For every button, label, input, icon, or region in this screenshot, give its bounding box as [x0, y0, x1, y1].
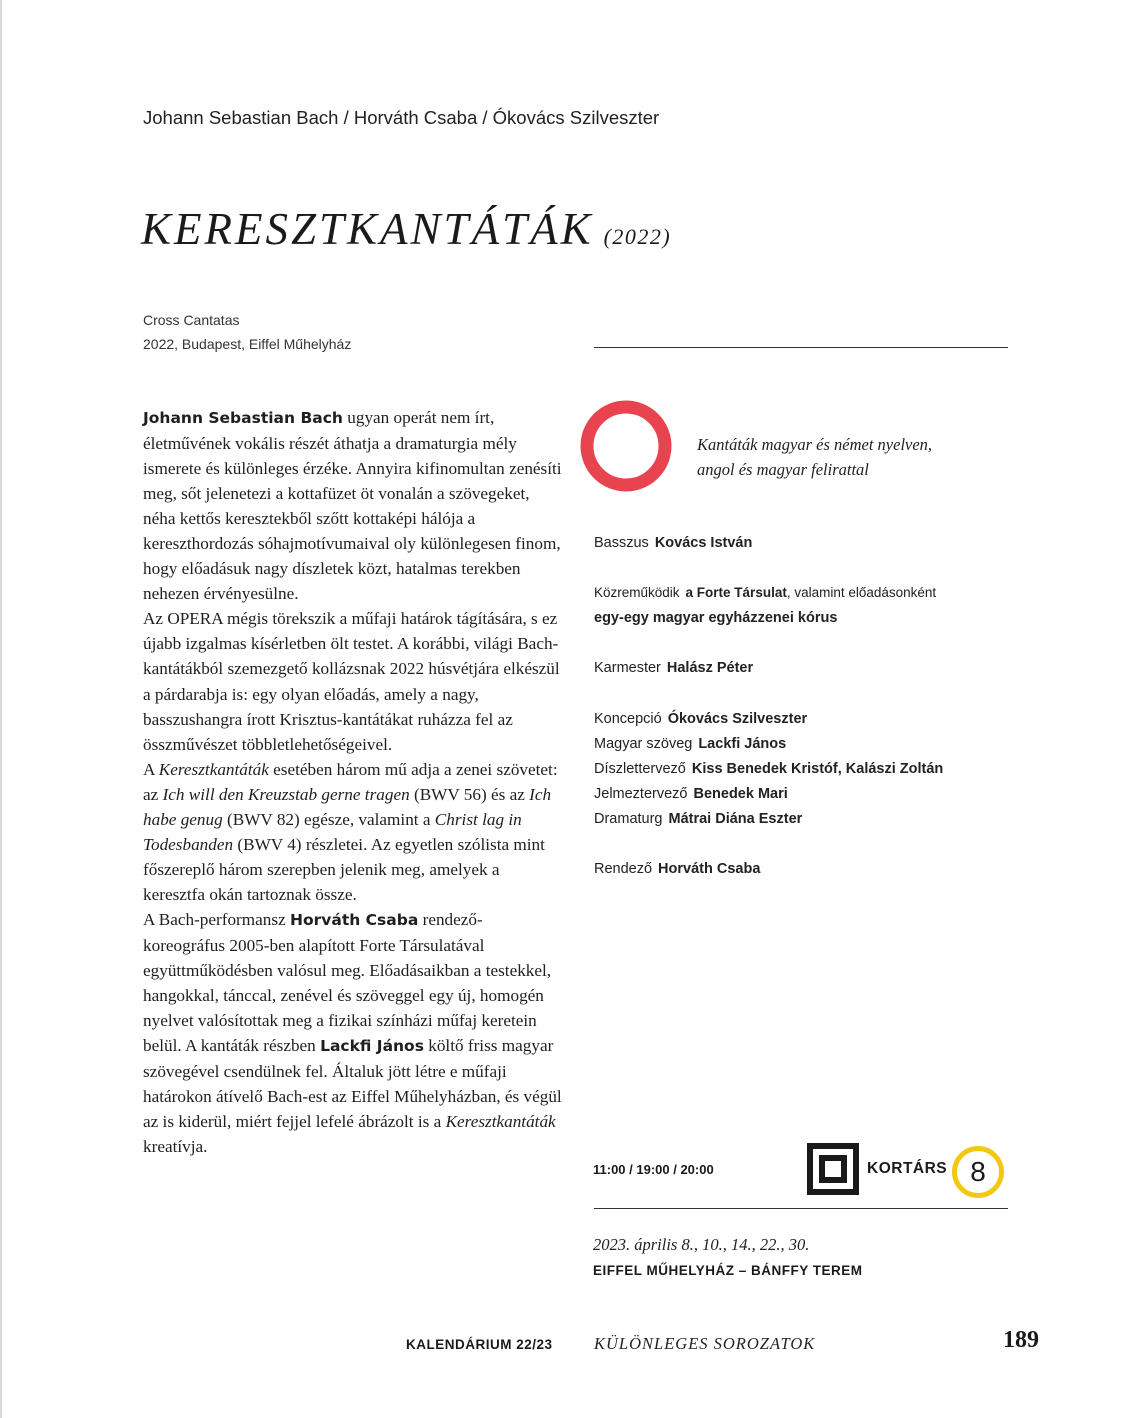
credit-value: Mátrai Diána Eszter	[668, 811, 803, 827]
credit-value: Ókovács Szilveszter	[667, 711, 808, 727]
premiere-info: 2022, Budapest, Eiffel Műhelyház	[143, 336, 352, 352]
credit-label: Magyar szöveg	[594, 736, 693, 752]
paragraph-4	[143, 907, 563, 1159]
credit-value: Halász Péter	[666, 660, 754, 676]
series-label: KORTÁRS	[867, 1160, 948, 1177]
credit-concept	[594, 711, 807, 727]
italic-work: Ich habe genug	[143, 784, 552, 829]
credit-text: , valamint előadásonként	[786, 585, 937, 600]
credit-set	[594, 761, 943, 777]
text-run: (BWV 82) egésze, valamint a	[222, 809, 435, 829]
red-ring-icon	[580, 400, 672, 492]
square-logo-icon	[807, 1143, 859, 1195]
credit-value: Kovács István	[654, 535, 753, 551]
paragraph-3	[143, 757, 563, 907]
venue: EIFFEL MŰHELYHÁZ – BÁNFFY TEREM	[593, 1263, 863, 1278]
divider-bottom	[594, 1208, 1008, 1209]
italic-title: Keresztkantáták	[445, 1112, 556, 1132]
text-run: A Bach-performansz	[143, 909, 290, 929]
credit-label: Koncepció	[594, 711, 662, 727]
text-run: Az OPERA mégis törekszik a műfaji határok tágítására, s ez újabb izgalmas kísérletben ölt testet. A korábbi, világi Bach-kantátákból szemezgető kollázsnak 2022 húsvétjára elkészül a párdarabja is: egy olyan előadás, amely a nagy, basszushangra írott Krisztus-kantátákat ruházza fel az összművészet többletlehetőségeivel.	[143, 609, 560, 754]
page-title: KERESZTKANTÁTÁK	[141, 204, 594, 254]
title-block	[141, 203, 671, 255]
credit-value: a Forte Társulat	[685, 585, 787, 600]
credit-label: Jelmeztervező	[594, 786, 688, 802]
credit-value: egy-egy magyar egyházzenei kórus	[594, 610, 838, 626]
english-title: Cross Cantatas	[143, 312, 240, 328]
show-times: 11:00 / 19:00 / 20:00	[593, 1162, 714, 1177]
title-year: (2022)	[603, 224, 672, 249]
article-body	[143, 405, 563, 1159]
language-note-line1: Kantáták magyar és német nyelven,	[697, 435, 933, 454]
text-run: (BWV 56) és az	[409, 784, 530, 804]
footer-section: KÜLÖNLEGES SOROZATOK	[594, 1334, 816, 1353]
credit-dramaturg	[594, 811, 802, 827]
credit-label: Közreműködik	[594, 585, 680, 600]
text-run: (BWV 4) részletei. Az egyetlen szólista mint főszereplő három szerepben jelenik meg, amelyek a keresztfa okán tartoznak össze.	[143, 834, 545, 904]
paragraph-2	[143, 606, 563, 756]
credit-value: Kiss Benedek Kristóf, Kalászi Zoltán	[691, 761, 944, 777]
credit-director	[594, 861, 760, 877]
credit-label: Díszlettervező	[594, 761, 686, 777]
credit-conductor	[594, 660, 753, 676]
bold-name: Horváth Csaba	[290, 910, 419, 929]
paragraph-1	[143, 405, 563, 606]
text-run: rendező-koreográfus 2005-ben alapított Forte Társulatával együttműködésben valósul meg. Előadásaikban a testekkel, hangokkal, tánccal, zenével és szöveggel egy új, homogén nyelvet valósítottak meg a fizikai színházi műfaj keretein belül. A kantáták részben	[143, 909, 552, 1056]
credit-with	[594, 585, 936, 600]
page-edge	[0, 0, 2, 1418]
text-run: A	[143, 759, 159, 779]
italic-title: Keresztkantáták	[158, 759, 269, 779]
credit-value: Benedek Mari	[693, 786, 788, 802]
credit-label: Basszus	[594, 535, 649, 551]
language-note	[697, 432, 997, 482]
page-number: 189	[1003, 1327, 1039, 1353]
credit-value: Lackfi János	[698, 736, 787, 752]
credit-text	[594, 736, 786, 752]
performance-dates: 2023. április 8., 10., 14., 22., 30.	[593, 1235, 810, 1254]
bold-name: Lackfi János	[320, 1037, 424, 1056]
divider-top	[594, 347, 1008, 348]
italic-work: Christ lag in Todesbanden	[143, 809, 522, 854]
text-run: esetében három mű adja a zenei szövetet: az	[143, 759, 558, 804]
credit-label: Dramaturg	[594, 811, 663, 827]
credit-label: Karmester	[594, 660, 661, 676]
credit-label: Rendező	[594, 861, 653, 877]
credit-value: Horváth Csaba	[658, 861, 761, 877]
text-run: ugyan operát nem írt, életművének vokális részét áthatja a dramaturgia mély ismerete és különleges érzéke. Annyira kifinomultan zenésíti meg, sőt jelenetezi a kottafüzet öt vonalán a szövegeket, néha kettős keresztekből szőtt kottaképi hálója a kereszthordozás sóhajmotívumaival oly különlegesen finom, hogy előadásuk nagy díszletek közt, hatalmas terekben nehezen érvényesülne.	[143, 408, 562, 604]
bold-name: Johann Sebastian Bach	[143, 409, 343, 427]
language-note-line2: angol és magyar felirattal	[697, 460, 869, 479]
credit-bass	[594, 535, 752, 551]
authors-line: Johann Sebastian Bach / Horváth Csaba / Ókovács Szilveszter	[143, 107, 660, 128]
credit-costume	[594, 786, 788, 802]
text-run: kreatívja.	[143, 1137, 208, 1157]
text-run: költő friss magyar szövegével csendülnek fel. Általuk jött létre e műfaji határokon átívelő Bach-est az Eiffel Műhelyházban, és végül az is kiderül, miért fejjel lefelé ábrázolt is a	[143, 1036, 562, 1132]
credit-with-choir	[594, 610, 837, 626]
series-number-badge: 8	[952, 1146, 1004, 1198]
italic-work: Ich will den Kreuzstab gerne tragen	[162, 784, 410, 804]
footer-magazine: KALENDÁRIUM 22/23	[406, 1337, 553, 1352]
